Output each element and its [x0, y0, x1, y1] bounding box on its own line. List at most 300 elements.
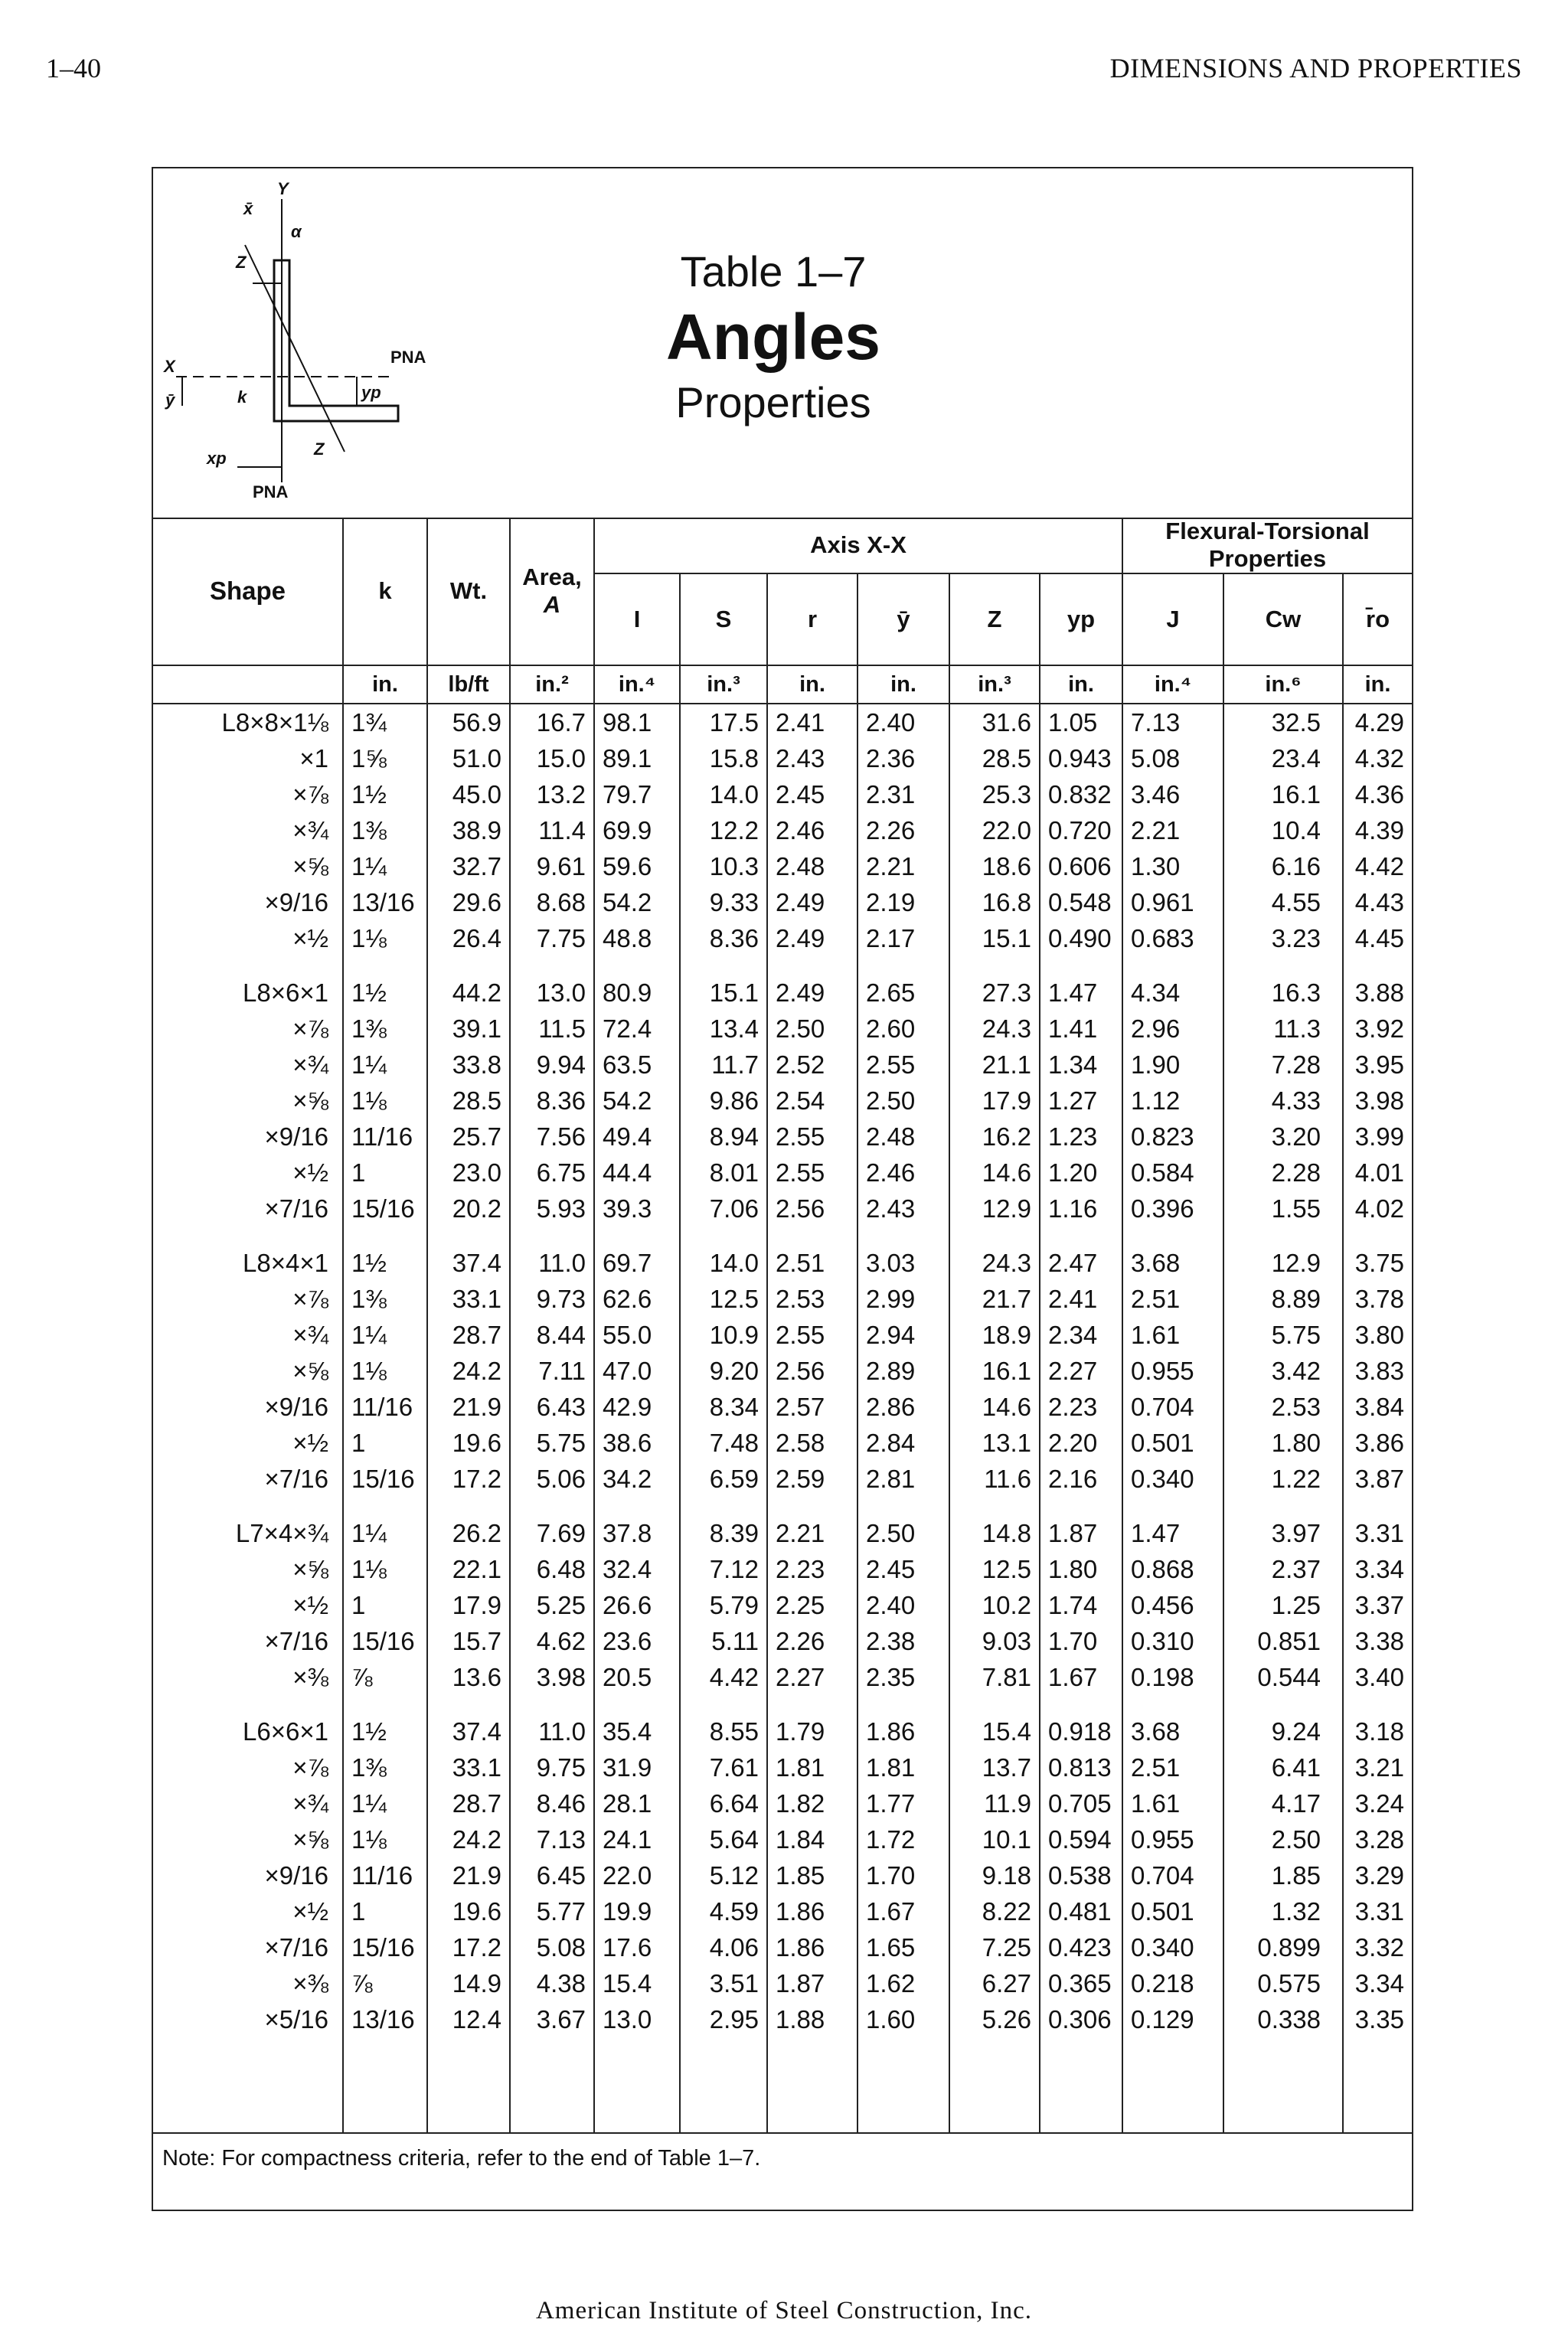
cell-I: 54.2 — [594, 1083, 680, 1119]
cell-wt: 14.9 — [427, 1965, 510, 2001]
spacer-cell — [1343, 956, 1412, 975]
cell-ro: 3.95 — [1343, 1047, 1412, 1083]
cell-ro: 3.24 — [1343, 1785, 1412, 1821]
group-spacer — [153, 956, 1412, 975]
cell-Cw: 16.3 — [1223, 975, 1343, 1011]
diagram-label-x: X — [164, 357, 175, 376]
spacer-cell — [858, 1695, 949, 1713]
cell-Z: 16.2 — [949, 1119, 1040, 1155]
page-number: 1–40 — [46, 53, 101, 83]
cell-area: 7.56 — [510, 1119, 594, 1155]
unit-col-7: in. — [858, 665, 949, 704]
cell-shape: ×⅝ — [292, 1086, 328, 1115]
filler-cell — [510, 2056, 594, 2133]
properties-table — [153, 518, 1412, 2224]
spacer-cell — [680, 1227, 767, 1245]
cell-shape: ×⅜ — [292, 1969, 328, 1998]
table-row — [153, 1047, 1412, 1083]
spacer-cell — [343, 1497, 427, 1515]
cell-wt: 17.2 — [427, 1929, 510, 1965]
table-subtitle: Properties — [675, 378, 871, 426]
cell-yp: 1.23 — [1040, 1119, 1122, 1155]
table-row — [153, 1893, 1412, 1929]
cell-ybar: 2.40 — [858, 704, 949, 740]
cell-wt: 17.9 — [427, 1587, 510, 1623]
spacer-cell — [427, 1695, 510, 1713]
cell-wt: 28.7 — [427, 1785, 510, 1821]
cell-wt: 21.9 — [427, 1389, 510, 1425]
cell-ro: 3.29 — [1343, 1857, 1412, 1893]
cell-Z: 9.18 — [949, 1857, 1040, 1893]
spacer-cell — [858, 1227, 949, 1245]
cell-ro: 3.40 — [1343, 1659, 1412, 1695]
cell-J: 3.46 — [1122, 776, 1223, 812]
diagram-label-xp: xp — [207, 449, 227, 468]
unit-col-9: in. — [1040, 665, 1122, 704]
cell-r: 2.45 — [767, 776, 858, 812]
cell-k: 1½ — [343, 1713, 427, 1749]
filler-cell — [767, 2056, 858, 2133]
cell-r: 1.79 — [767, 1713, 858, 1749]
cell-Z: 15.4 — [949, 1713, 1040, 1749]
cell-Z: 18.9 — [949, 1317, 1040, 1353]
filler-cell — [680, 2056, 767, 2133]
cell-S: 15.1 — [680, 975, 767, 1011]
cell-k: 1⅛ — [343, 1353, 427, 1389]
table-row — [153, 1587, 1412, 1623]
cell-ro: 3.34 — [1343, 1965, 1412, 2001]
table-row — [153, 1317, 1412, 1353]
cell-J: 0.868 — [1122, 1551, 1223, 1587]
cell-Cw: 2.37 — [1223, 1551, 1343, 1587]
cell-yp: 2.41 — [1040, 1281, 1122, 1317]
cell-ro: 3.75 — [1343, 1245, 1412, 1281]
cell-S: 4.06 — [680, 1929, 767, 1965]
table-row — [153, 776, 1412, 812]
cell-yp: 1.05 — [1040, 704, 1122, 740]
units-row — [153, 665, 1412, 704]
cell-k: 1¼ — [343, 1047, 427, 1083]
cell-k: 1⅛ — [343, 920, 427, 956]
cell-Z: 6.27 — [949, 1965, 1040, 2001]
spacer-cell — [1122, 956, 1223, 975]
cell-k: 1¼ — [343, 1317, 427, 1353]
cell-J: 2.51 — [1122, 1749, 1223, 1785]
cell-ro: 4.01 — [1343, 1155, 1412, 1191]
cell-Cw: 3.42 — [1223, 1353, 1343, 1389]
cell-wt: 12.4 — [427, 2001, 510, 2037]
cell-J: 0.218 — [1122, 1965, 1223, 2001]
cell-k: ⅞ — [343, 1965, 427, 2001]
cell-r: 2.55 — [767, 1317, 858, 1353]
cell-shape: ×½ — [292, 1897, 328, 1926]
cell-ro: 3.37 — [1343, 1587, 1412, 1623]
cell-Z: 10.2 — [949, 1587, 1040, 1623]
header-flexural-torsional: Flexural-Torsional Properties — [1122, 518, 1412, 573]
cell-S: 7.06 — [680, 1191, 767, 1227]
cell-ro: 3.32 — [1343, 1929, 1412, 1965]
cell-I: 32.4 — [594, 1551, 680, 1587]
diagram-label-k: k — [237, 387, 247, 407]
cell-wt: 37.4 — [427, 1713, 510, 1749]
cell-J: 0.310 — [1122, 1623, 1223, 1659]
cell-area: 11.4 — [510, 812, 594, 848]
cell-S: 12.5 — [680, 1281, 767, 1317]
cell-J: 2.51 — [1122, 1281, 1223, 1317]
table-row — [153, 1119, 1412, 1155]
group-spacer — [153, 1497, 1412, 1515]
spacer-cell — [680, 1695, 767, 1713]
cell-yp: 1.74 — [1040, 1587, 1122, 1623]
table-row — [153, 812, 1412, 848]
cell-shape: ×⅝ — [292, 1825, 328, 1854]
cell-Cw: 0.338 — [1223, 2001, 1343, 2037]
cell-I: 34.2 — [594, 1461, 680, 1497]
cell-Cw: 32.5 — [1223, 704, 1343, 740]
diagram-label-z-bottom: Z — [314, 439, 325, 459]
cell-Cw: 2.53 — [1223, 1389, 1343, 1425]
spacer-cell — [153, 1695, 343, 1713]
cell-I: 26.6 — [594, 1587, 680, 1623]
cell-shape: ×⅝ — [292, 1357, 328, 1385]
cell-ybar: 2.50 — [858, 1515, 949, 1551]
cell-Z: 24.3 — [949, 1245, 1040, 1281]
table-row — [153, 1191, 1412, 1227]
unit-col-4: in.⁴ — [594, 665, 680, 704]
table-row — [153, 740, 1412, 776]
cell-r: 2.43 — [767, 740, 858, 776]
cell-S: 8.39 — [680, 1515, 767, 1551]
spacer-cell — [510, 1695, 594, 1713]
cell-I: 19.9 — [594, 1893, 680, 1929]
cell-yp: 0.943 — [1040, 740, 1122, 776]
cell-Z: 9.03 — [949, 1623, 1040, 1659]
cell-ybar: 1.86 — [858, 1713, 949, 1749]
cell-shape: L8×6×1 — [243, 978, 328, 1007]
cell-Z: 10.1 — [949, 1821, 1040, 1857]
cell-J: 2.96 — [1122, 1011, 1223, 1047]
units-shape — [153, 665, 343, 704]
cell-I: 98.1 — [594, 704, 680, 740]
cell-Z: 15.1 — [949, 920, 1040, 956]
spacer-cell — [858, 956, 949, 975]
cell-area: 4.62 — [510, 1623, 594, 1659]
table-row — [153, 1353, 1412, 1389]
cell-I: 69.9 — [594, 812, 680, 848]
cell-Z: 14.6 — [949, 1155, 1040, 1191]
cell-J: 1.12 — [1122, 1083, 1223, 1119]
cell-Cw: 2.28 — [1223, 1155, 1343, 1191]
cell-r: 2.51 — [767, 1245, 858, 1281]
cell-I: 49.4 — [594, 1119, 680, 1155]
cell-r: 1.86 — [767, 1929, 858, 1965]
cell-Cw: 4.55 — [1223, 884, 1343, 920]
table-row — [153, 1857, 1412, 1893]
cell-yp: 0.594 — [1040, 1821, 1122, 1857]
spacer-cell — [1040, 2037, 1122, 2056]
cell-area: 13.0 — [510, 975, 594, 1011]
spacer-cell — [767, 956, 858, 975]
cell-S: 9.20 — [680, 1353, 767, 1389]
cell-Z: 16.8 — [949, 884, 1040, 920]
cell-ybar: 1.60 — [858, 2001, 949, 2037]
spacer-cell — [1040, 956, 1122, 975]
cell-ybar: 2.43 — [858, 1191, 949, 1227]
cell-Z: 8.22 — [949, 1893, 1040, 1929]
cell-shape: L8×8×1⅛ — [221, 708, 328, 737]
cell-Cw: 3.97 — [1223, 1515, 1343, 1551]
cell-r: 1.87 — [767, 1965, 858, 2001]
filler-cell — [1223, 2056, 1343, 2133]
running-head — [46, 52, 1522, 90]
cell-area: 11.5 — [510, 1011, 594, 1047]
cell-area: 9.94 — [510, 1047, 594, 1083]
cell-S: 9.86 — [680, 1083, 767, 1119]
cell-yp: 0.832 — [1040, 776, 1122, 812]
unit-col-5: in.³ — [680, 665, 767, 704]
cell-k: 1¼ — [343, 848, 427, 884]
filler-cell — [858, 2056, 949, 2133]
cell-ro: 3.86 — [1343, 1425, 1412, 1461]
cell-ro: 4.39 — [1343, 812, 1412, 848]
unit-col-1: in. — [343, 665, 427, 704]
cell-Cw: 16.1 — [1223, 776, 1343, 812]
cell-yp: 1.80 — [1040, 1551, 1122, 1587]
cell-ro: 3.28 — [1343, 1821, 1412, 1857]
cell-I: 55.0 — [594, 1317, 680, 1353]
cell-Z: 22.0 — [949, 812, 1040, 848]
table-row — [153, 1929, 1412, 1965]
spacer-cell — [1223, 2037, 1343, 2056]
cell-I: 39.3 — [594, 1191, 680, 1227]
unit-col-2: lb/ft — [427, 665, 510, 704]
filler-cell — [427, 2056, 510, 2133]
cell-shape: ×9/16 — [264, 1122, 328, 1151]
spacer-cell — [343, 2037, 427, 2056]
spacer-cell — [594, 956, 680, 975]
cell-yp: 0.423 — [1040, 1929, 1122, 1965]
unit-col-11: in.⁶ — [1223, 665, 1343, 704]
cell-J: 4.34 — [1122, 975, 1223, 1011]
cell-ro: 4.32 — [1343, 740, 1412, 776]
cell-J: 3.68 — [1122, 1245, 1223, 1281]
cell-ybar: 2.86 — [858, 1389, 949, 1425]
diagram-label-xbar: x̄ — [243, 199, 253, 218]
cell-wt: 51.0 — [427, 740, 510, 776]
cell-ro: 3.78 — [1343, 1281, 1412, 1317]
cell-r: 2.49 — [767, 920, 858, 956]
cell-J: 1.47 — [1122, 1515, 1223, 1551]
cell-yp: 1.27 — [1040, 1083, 1122, 1119]
spacer-cell — [949, 1227, 1040, 1245]
spacer-cell — [594, 1497, 680, 1515]
unit-col-6: in. — [767, 665, 858, 704]
cell-yp: 2.34 — [1040, 1317, 1122, 1353]
cell-Z: 18.6 — [949, 848, 1040, 884]
cell-J: 2.21 — [1122, 812, 1223, 848]
cell-r: 2.58 — [767, 1425, 858, 1461]
cell-Cw: 1.22 — [1223, 1461, 1343, 1497]
diagram-label-y: Y — [277, 179, 289, 198]
spacer-cell — [427, 1497, 510, 1515]
cell-J: 0.198 — [1122, 1659, 1223, 1695]
spacer-cell — [949, 1695, 1040, 1713]
cell-yp: 1.47 — [1040, 975, 1122, 1011]
cell-I: 17.6 — [594, 1929, 680, 1965]
table-row — [153, 1749, 1412, 1785]
spacer-cell — [949, 1497, 1040, 1515]
cell-S: 14.0 — [680, 776, 767, 812]
cell-J: 3.68 — [1122, 1713, 1223, 1749]
cell-Z: 5.26 — [949, 2001, 1040, 2037]
cell-ro: 3.83 — [1343, 1353, 1412, 1389]
cell-ro: 3.38 — [1343, 1623, 1412, 1659]
cell-yp: 0.365 — [1040, 1965, 1122, 2001]
cell-k: 15/16 — [343, 1623, 427, 1659]
cell-k: 1⅜ — [343, 1749, 427, 1785]
table-row — [153, 1659, 1412, 1695]
spacer-cell — [858, 2037, 949, 2056]
cell-ybar: 2.99 — [858, 1281, 949, 1317]
cell-k: 13/16 — [343, 2001, 427, 2037]
table-row — [153, 1281, 1412, 1317]
header-area-symbol: A — [543, 591, 561, 618]
cell-yp: 1.16 — [1040, 1191, 1122, 1227]
cell-yp: 1.87 — [1040, 1515, 1122, 1551]
cell-ybar: 2.89 — [858, 1353, 949, 1389]
cell-shape: ×¾ — [292, 816, 328, 844]
cell-Cw: 10.4 — [1223, 812, 1343, 848]
cell-Z: 21.1 — [949, 1047, 1040, 1083]
cell-shape: L8×4×1 — [243, 1249, 328, 1277]
cell-I: 22.0 — [594, 1857, 680, 1893]
cell-wt: 17.2 — [427, 1461, 510, 1497]
spacer-cell — [343, 956, 427, 975]
cell-area: 9.61 — [510, 848, 594, 884]
header-r: r — [767, 573, 858, 665]
cell-S: 17.5 — [680, 704, 767, 740]
filler-cell — [1343, 2056, 1412, 2133]
cell-ro: 3.18 — [1343, 1713, 1412, 1749]
cell-r: 2.46 — [767, 812, 858, 848]
cell-area: 7.11 — [510, 1353, 594, 1389]
cell-area: 15.0 — [510, 740, 594, 776]
cell-yp: 1.67 — [1040, 1659, 1122, 1695]
cell-shape: ×⅞ — [292, 780, 328, 808]
cell-k: 15/16 — [343, 1461, 427, 1497]
spacer-cell — [680, 1497, 767, 1515]
cell-J: 1.90 — [1122, 1047, 1223, 1083]
cell-r: 2.56 — [767, 1353, 858, 1389]
cell-r: 2.49 — [767, 975, 858, 1011]
cell-r: 2.26 — [767, 1623, 858, 1659]
table-row — [153, 1461, 1412, 1497]
cell-shape: ×¾ — [292, 1050, 328, 1079]
cell-r: 1.85 — [767, 1857, 858, 1893]
spacer-cell — [594, 1227, 680, 1245]
cell-r: 2.57 — [767, 1389, 858, 1425]
cell-Cw: 9.24 — [1223, 1713, 1343, 1749]
cell-yp: 1.70 — [1040, 1623, 1122, 1659]
cell-S: 10.3 — [680, 848, 767, 884]
cell-Z: 12.9 — [949, 1191, 1040, 1227]
cell-r: 1.82 — [767, 1785, 858, 1821]
table-row — [153, 2001, 1412, 2037]
cell-ro: 4.42 — [1343, 848, 1412, 884]
cell-area: 7.13 — [510, 1821, 594, 1857]
cell-ro: 3.88 — [1343, 975, 1412, 1011]
spacer-cell — [153, 1497, 343, 1515]
cell-yp: 0.490 — [1040, 920, 1122, 956]
cell-area: 5.08 — [510, 1929, 594, 1965]
cell-Cw: 23.4 — [1223, 740, 1343, 776]
cell-S: 8.36 — [680, 920, 767, 956]
publisher-footer: American Institute of Steel Construction, Inc. — [535, 2297, 1033, 2324]
cell-ybar: 1.77 — [858, 1785, 949, 1821]
cell-I: 28.1 — [594, 1785, 680, 1821]
header-axis-xx: Axis X-X — [594, 518, 1122, 573]
spacer-cell — [767, 1497, 858, 1515]
cell-Z: 12.5 — [949, 1551, 1040, 1587]
cell-ybar: 2.35 — [858, 1659, 949, 1695]
cell-S: 8.55 — [680, 1713, 767, 1749]
spacer-cell — [1343, 1227, 1412, 1245]
cell-k: 1⅜ — [343, 1011, 427, 1047]
cell-r: 2.52 — [767, 1047, 858, 1083]
filler-cell — [949, 2056, 1040, 2133]
cell-S: 2.95 — [680, 2001, 767, 2037]
cell-J: 0.501 — [1122, 1425, 1223, 1461]
cell-I: 89.1 — [594, 740, 680, 776]
cell-Z: 13.1 — [949, 1425, 1040, 1461]
cell-ybar: 2.19 — [858, 884, 949, 920]
cell-S: 8.01 — [680, 1155, 767, 1191]
spacer-cell — [343, 1695, 427, 1713]
spacer-cell — [1122, 2037, 1223, 2056]
cell-I: 20.5 — [594, 1659, 680, 1695]
cell-shape: ×¾ — [292, 1789, 328, 1818]
cell-wt: 56.9 — [427, 704, 510, 740]
cell-k: 13/16 — [343, 884, 427, 920]
table-row — [153, 920, 1412, 956]
cell-shape: ×7/16 — [264, 1627, 328, 1655]
cell-r: 2.27 — [767, 1659, 858, 1695]
cell-k: 1¼ — [343, 1785, 427, 1821]
cell-Cw: 1.55 — [1223, 1191, 1343, 1227]
spacer-cell — [680, 956, 767, 975]
cell-shape: ×½ — [292, 1591, 328, 1619]
spacer-cell — [510, 1227, 594, 1245]
cell-S: 3.51 — [680, 1965, 767, 2001]
cell-ro: 3.31 — [1343, 1893, 1412, 1929]
cell-Z: 27.3 — [949, 975, 1040, 1011]
cell-k: 11/16 — [343, 1857, 427, 1893]
cell-Z: 31.6 — [949, 704, 1040, 740]
cell-Cw: 0.899 — [1223, 1929, 1343, 1965]
title-box — [153, 168, 1412, 519]
cell-k: 1⅜ — [343, 1281, 427, 1317]
spacer-cell — [427, 1227, 510, 1245]
cell-wt: 26.4 — [427, 920, 510, 956]
cell-shape: ×½ — [292, 1158, 328, 1187]
cell-shape: ×⅝ — [292, 852, 328, 880]
cell-ybar: 3.03 — [858, 1245, 949, 1281]
cell-area: 13.2 — [510, 776, 594, 812]
cell-yp: 1.20 — [1040, 1155, 1122, 1191]
cell-yp: 2.47 — [1040, 1245, 1122, 1281]
cell-wt: 24.2 — [427, 1353, 510, 1389]
cell-k: 1¾ — [343, 704, 427, 740]
